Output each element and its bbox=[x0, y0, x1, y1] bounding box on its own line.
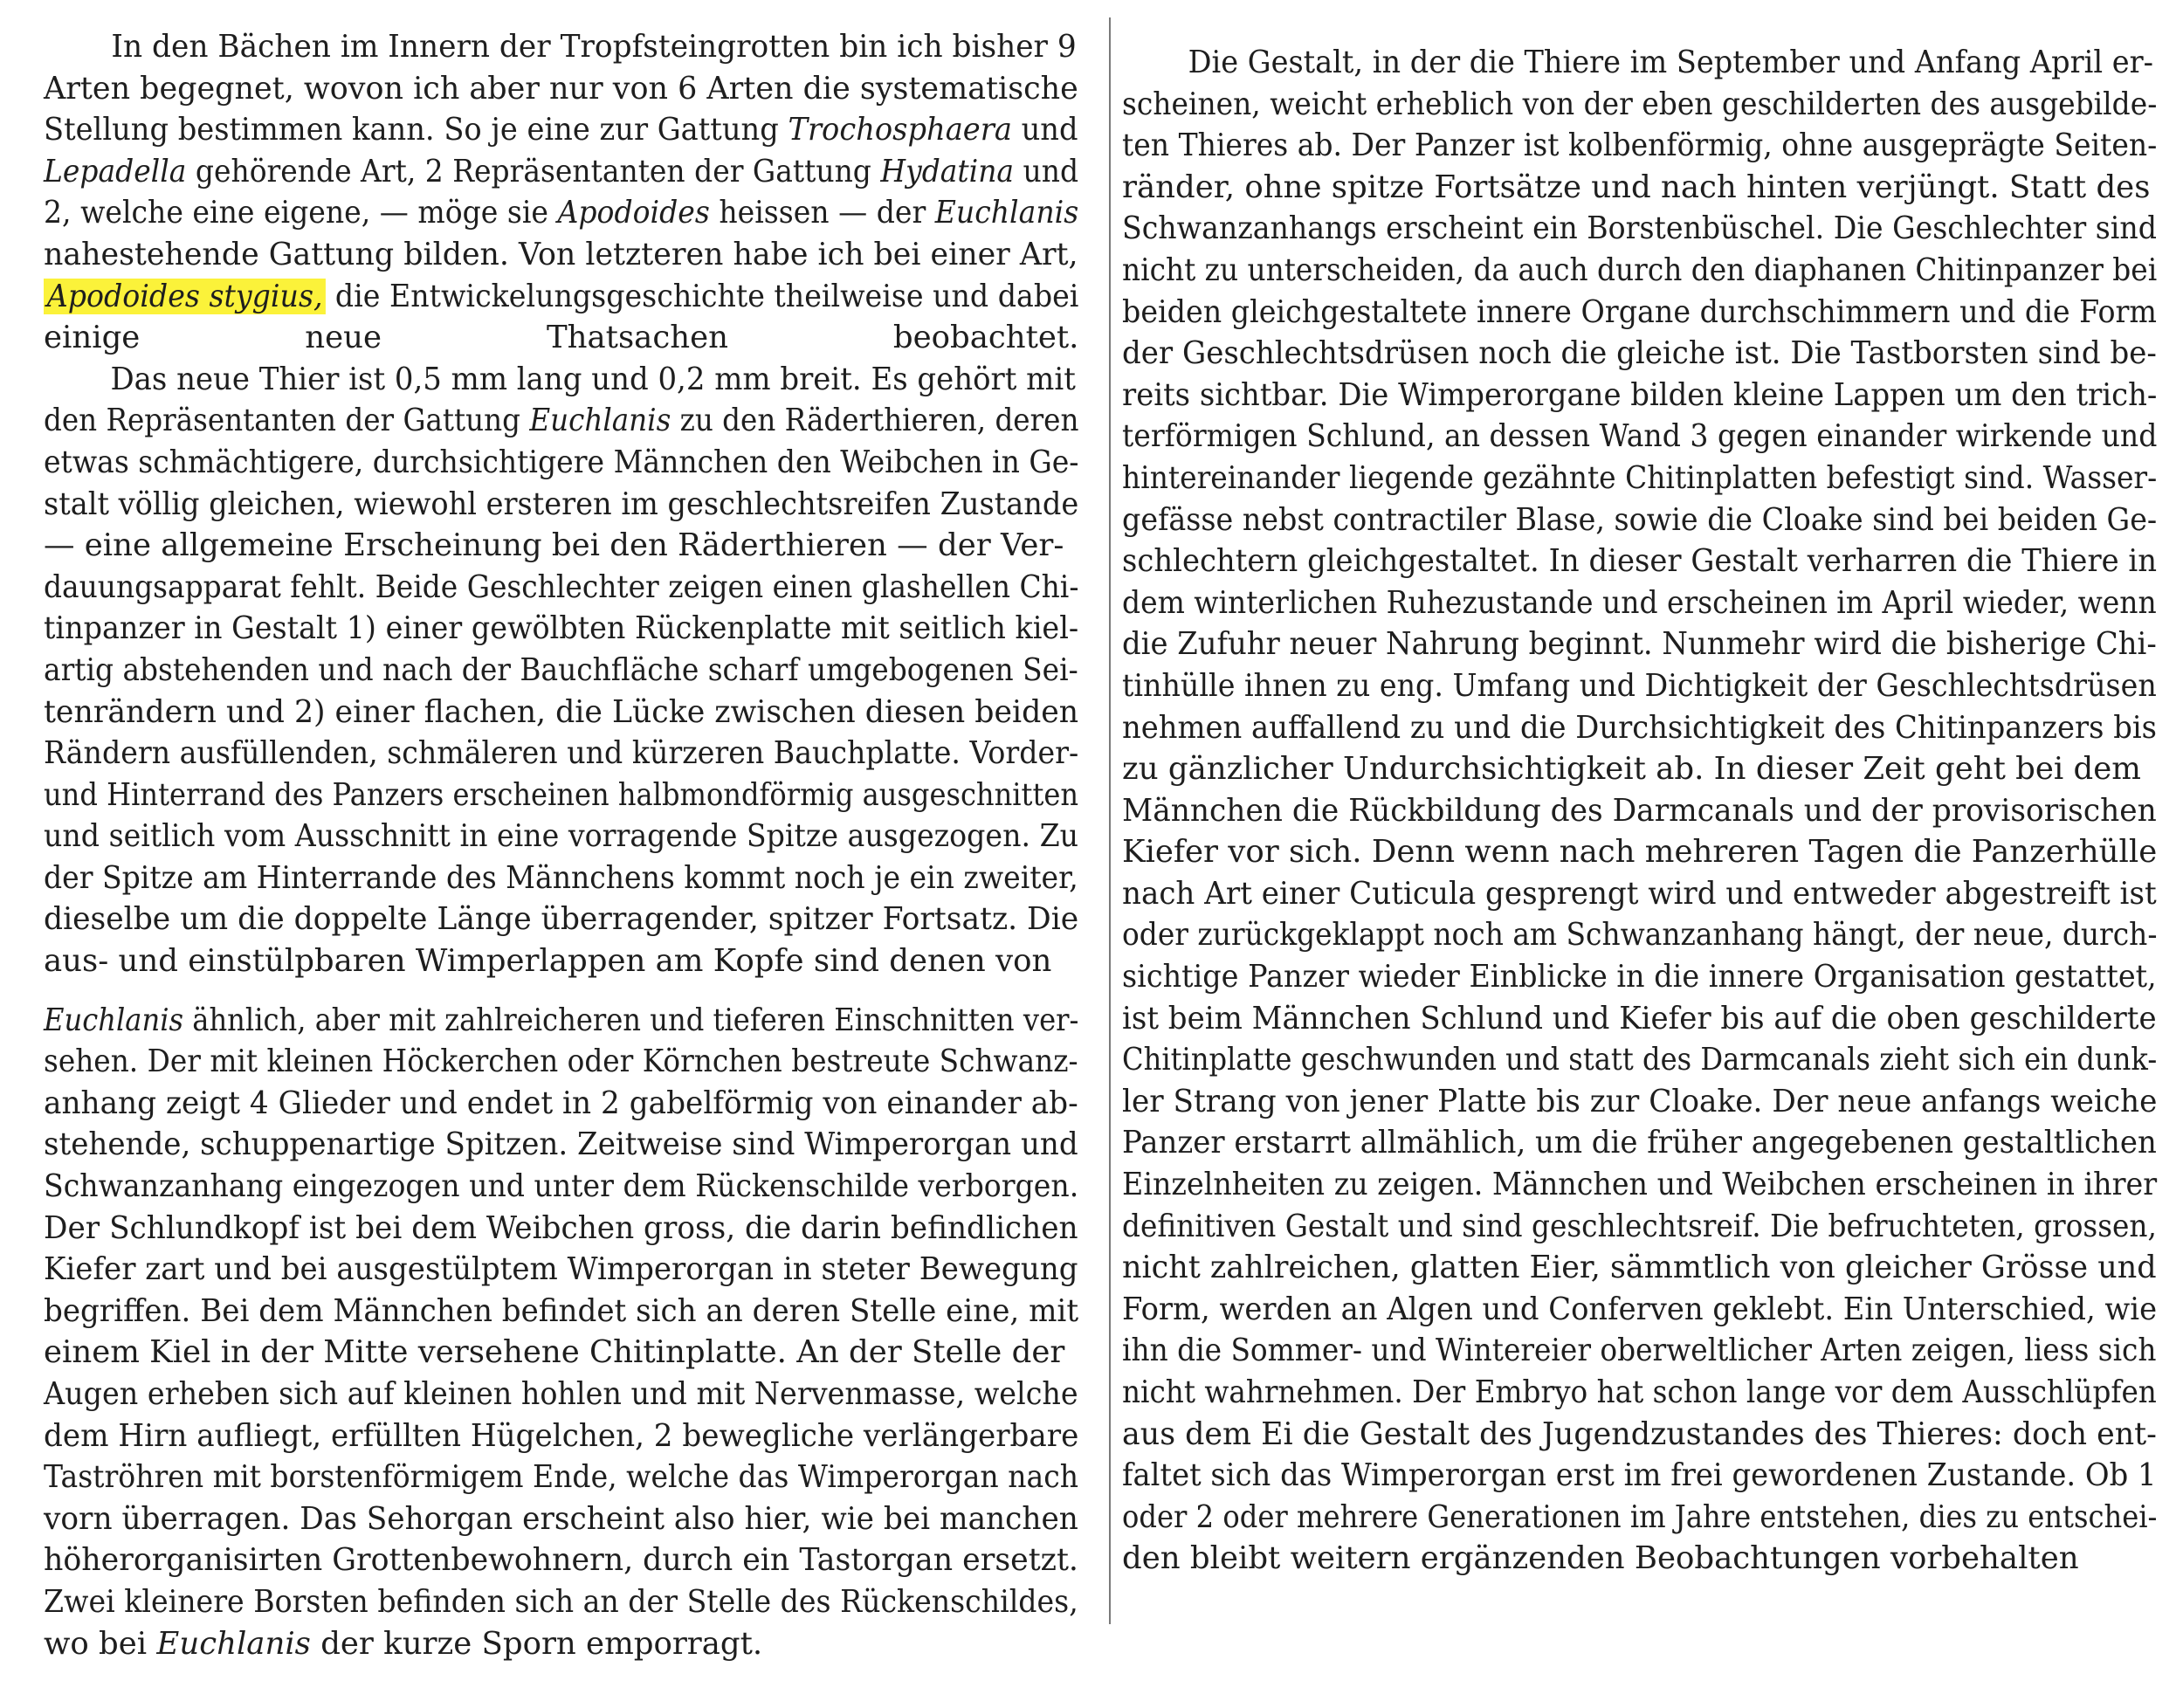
highlighted-species-name: Apodoides stygius, bbox=[44, 279, 326, 314]
text-line bbox=[44, 1498, 1078, 1540]
italic-taxon-name: Hydatina bbox=[880, 153, 1015, 189]
text-line bbox=[1122, 790, 2157, 832]
text-segment: 2, welche eine eigene, — möge sie bbox=[44, 195, 558, 231]
text-segment: ten Thieres ab. Der Panzer ist kolbenförmig, ohne ausgeprägte Seiten- bbox=[1122, 127, 2158, 164]
text-segment: sehen. Der mit kleinen Höckerchen oder Körnchen bestreute Schwanz- bbox=[44, 1043, 1078, 1080]
text-line bbox=[44, 192, 1079, 234]
text-line bbox=[44, 940, 1078, 982]
text-line bbox=[44, 775, 1079, 816]
column-divider bbox=[1109, 17, 1111, 1624]
text-line bbox=[44, 816, 1079, 857]
text-line bbox=[1122, 1081, 2158, 1123]
text-line bbox=[44, 1208, 1078, 1250]
text-segment: oder 2 oder mehrere Generationen im Jahre entstehen, dies zu entschei- bbox=[1122, 1498, 2158, 1535]
text-segment: zu den Räderthieren, deren bbox=[671, 403, 1079, 439]
text-segment: nicht wahrnehmen. Der Embryo hat schon lange vor dem Ausschlüpfen bbox=[1122, 1374, 2157, 1410]
text-segment: nach Art einer Cuticula gesprengt wird und entweder abgestreift ist bbox=[1122, 875, 2157, 912]
italic-taxon-name: Euchlanis bbox=[529, 403, 671, 439]
text-segment: und seitlich vom Ausschnitt in eine vorragende Spitze ausgezogen. Zu bbox=[44, 818, 1079, 855]
text-segment: tenrändern und 2) einer flachen, die Lücke zwischen diesen beiden bbox=[44, 693, 1079, 730]
italic-taxon-name: Euchlanis bbox=[934, 195, 1079, 231]
paragraph bbox=[44, 359, 1078, 982]
text-segment: höherorganisirten Grottenbewohnern, durch ein Tastorgan ersetzt. bbox=[44, 1542, 1078, 1579]
text-line bbox=[1122, 1039, 2158, 1081]
text-segment: Augen erheben sich auf kleinen hohlen und mit Nervenmasse, welche bbox=[44, 1376, 1078, 1412]
text-line bbox=[44, 151, 1079, 193]
text-line bbox=[44, 1291, 1079, 1333]
text-segment: nicht zu unterscheiden, da auch durch den diaphanen Chitinpanzer bei bbox=[1122, 251, 2158, 288]
italic-taxon-name: Lepadella bbox=[44, 153, 187, 189]
text-line bbox=[44, 899, 1079, 940]
text-segment: oder zurückgeklappt noch am Schwanzanhang hängt, der neue, durch- bbox=[1122, 917, 2158, 954]
text-line bbox=[1122, 1247, 2157, 1289]
text-line bbox=[44, 359, 1076, 401]
text-segment: hintereinander liegende gezähnte Chitinplatten befestigt sind. Wasser- bbox=[1122, 459, 2158, 496]
italic-taxon-name: Euchlanis bbox=[156, 1625, 311, 1662]
text-line bbox=[1122, 831, 2157, 873]
text-segment: den bleibt weitern ergänzenden Beobachtungen vorbehalten bbox=[1122, 1540, 2079, 1577]
text-line bbox=[1122, 1497, 2158, 1539]
paragraph bbox=[44, 1000, 1078, 1665]
text-segment: aus- und einstülpbaren Wimperlappen am Kopfe sind denen von bbox=[44, 943, 1052, 980]
text-segment: einige neue Thatsachen beobachtet. bbox=[44, 320, 1079, 356]
text-line bbox=[1122, 873, 2157, 915]
text-line bbox=[1122, 458, 2158, 499]
text-segment: stalt völlig gleichen, wiewohl ersteren im geschlechtsreifen Zustande bbox=[44, 486, 1079, 522]
text-line bbox=[1122, 292, 2158, 334]
text-line bbox=[44, 1000, 1079, 1042]
text-line bbox=[44, 1166, 1079, 1208]
text-line bbox=[1122, 208, 2158, 250]
text-segment: Der Schlundkopf ist bei dem Weibchen gross, die darin befindlichen bbox=[44, 1209, 1078, 1246]
text-line bbox=[44, 276, 1079, 318]
text-line bbox=[44, 1374, 1078, 1415]
text-line bbox=[44, 234, 1078, 276]
text-line bbox=[44, 567, 1079, 609]
text-line bbox=[44, 484, 1079, 526]
text-segment: gefässe nebst contractiler Blase, sowie die Cloake sind bei beiden Ge- bbox=[1122, 501, 2158, 538]
text-line bbox=[1122, 375, 2158, 417]
italic-taxon-name: Trochosphaera bbox=[788, 112, 1012, 148]
text-segment: etwas schmächtigere, durchsichtigere Männchen den Weibchen in Ge- bbox=[44, 444, 1079, 480]
text-segment: In den Bächen im Innern der Tropfsteingrotten bin ich bisher 9 bbox=[111, 29, 1077, 65]
text-segment: dauungsapparat fehlt. Beide Geschlechter zeigen einen glashellen Chi- bbox=[44, 568, 1079, 605]
text-segment: begriffen. Bei dem Männchen befindet sich an deren Stelle eine, mit bbox=[44, 1292, 1079, 1329]
text-line bbox=[1122, 1289, 2158, 1331]
text-line bbox=[44, 1539, 1078, 1581]
text-segment: stehende, schuppenartige Spitzen. Zeitweise sind Wimperorgan und bbox=[44, 1126, 1078, 1163]
text-segment: die Zufuhr neuer Nahrung beginnt. Nunmehr wird die bisherige Chi- bbox=[1122, 626, 2157, 663]
text-line bbox=[1122, 582, 2157, 624]
text-line bbox=[1122, 125, 2158, 167]
text-segment: gehörende Art, 2 Repräsentanten der Gattung bbox=[186, 153, 881, 189]
text-segment: Form, werden an Algen und Conferven geklebt. Ein Unterschied, wie bbox=[1122, 1291, 2158, 1327]
text-line bbox=[44, 1457, 1079, 1498]
text-segment: Schwanzanhangs erscheint ein Borstenbüschel. Die Geschlechter sind bbox=[1122, 210, 2158, 247]
text-segment: Taströhren mit borstenförmigem Ende, welche das Wimperorgan nach bbox=[44, 1459, 1079, 1496]
text-line bbox=[44, 317, 1078, 359]
text-line bbox=[1122, 1372, 2157, 1414]
text-segment: ihn die Sommer- und Wintereier oberweltlicher Arten zeigen, liess sich bbox=[1122, 1333, 2157, 1369]
text-segment: vorn überragen. Das Sehorgan erscheint also hier, wie bei manchen bbox=[44, 1500, 1078, 1537]
text-segment: ler Strang von jener Platte bis zur Cloake. Der neue anfangs weiche bbox=[1122, 1083, 2158, 1119]
text-segment: schlechtern gleichgestaltet. In dieser Gestalt verharren die Thiere in bbox=[1122, 543, 2158, 580]
text-segment: Panzer erstarrt allmählich, um die früher angegebenen gestaltlichen bbox=[1122, 1125, 2157, 1161]
text-line bbox=[44, 109, 1078, 151]
text-line bbox=[1122, 956, 2157, 998]
text-line bbox=[44, 68, 1078, 110]
text-line bbox=[44, 442, 1079, 484]
text-line bbox=[44, 1041, 1078, 1083]
text-line bbox=[1122, 42, 2154, 84]
text-segment: nahestehende Gattung bilden. Von letzteren habe ich bei einer Art, bbox=[44, 236, 1078, 272]
text-line bbox=[1122, 1538, 2157, 1580]
text-line bbox=[44, 1415, 1079, 1457]
text-segment: zu gänzlicher Undurchsichtigkeit ab. In dieser Zeit geht bei dem bbox=[1122, 751, 2141, 788]
text-segment: Männchen die Rückbildung des Darmcanals und der provisorischen bbox=[1122, 792, 2157, 829]
text-segment: Rändern ausfüllenden, schmäleren und kürzeren Bauchplatte. Vorder- bbox=[44, 735, 1079, 772]
text-line bbox=[1122, 1122, 2157, 1164]
text-segment: und Hinterrand des Panzers erscheinen halbmondförmig ausgeschnitten bbox=[44, 776, 1079, 813]
text-segment: und bbox=[1011, 112, 1078, 148]
text-line bbox=[1122, 499, 2158, 541]
text-line bbox=[44, 608, 1079, 650]
italic-taxon-name: Euchlanis bbox=[44, 1002, 184, 1038]
text-line bbox=[1122, 665, 2157, 707]
text-segment: beiden gleichgestaltete innere Organe durchschimmern und die Form bbox=[1122, 293, 2158, 330]
text-segment: scheinen, weicht erheblich von der eben geschilderten des ausgebilde- bbox=[1122, 86, 2158, 122]
column-break-gap bbox=[44, 982, 1078, 1000]
text-segment: reits sichtbar. Die Wimperorgane bilden kleine Lappen um den trich- bbox=[1122, 376, 2158, 413]
text-line bbox=[1122, 541, 2158, 582]
text-segment: und bbox=[1014, 153, 1079, 189]
paragraph bbox=[44, 26, 1078, 359]
text-line bbox=[44, 650, 1078, 692]
text-segment: — eine allgemeine Erscheinung bei den Räderthieren — der Ver- bbox=[44, 527, 1064, 564]
text-segment: die Entwickelungsgeschichte theilweise und dabei bbox=[326, 278, 1079, 314]
text-line bbox=[1122, 250, 2158, 292]
text-segment: dem winterlichen Ruhezustande und erscheinen im April wieder, wenn bbox=[1122, 584, 2157, 621]
text-segment: Zwei kleinere Borsten befinden sich an der Stelle des Rückenschildes, bbox=[44, 1583, 1078, 1620]
text-segment: nehmen auffallend zu und die Durchsichtigkeit des Chitinpanzers bis bbox=[1122, 709, 2157, 746]
text-line bbox=[1122, 914, 2158, 956]
text-line bbox=[44, 26, 1077, 68]
text-line bbox=[1122, 748, 2157, 790]
text-segment: aus dem Ei die Gestalt des Jugendzustandes des Thieres: doch ent- bbox=[1122, 1415, 2157, 1452]
text-segment: den Repräsentanten der Gattung bbox=[44, 403, 530, 439]
text-segment: terförmigen Schlund, an dessen Wand 3 gegen einander wirkende und bbox=[1122, 418, 2158, 455]
text-segment: Kiefer zart und bei ausgestülptem Wimperorgan in steter Bewegung bbox=[44, 1251, 1078, 1288]
text-line bbox=[44, 857, 1078, 899]
text-line bbox=[1122, 1164, 2158, 1206]
text-segment: Arten begegnet, wovon ich aber nur von 6 Arten die systematische bbox=[44, 70, 1078, 107]
text-segment: sichtige Panzer wieder Einblicke in die innere Organisation gestattet, bbox=[1122, 959, 2157, 995]
text-segment: der Spitze am Hinterrande des Männchens kommt noch je ein zweiter, bbox=[44, 859, 1078, 896]
text-segment: definitiven Gestalt und sind geschlechtsreif. Die befruchteten, grossen, bbox=[1122, 1208, 2157, 1244]
text-segment: heissen — der bbox=[709, 195, 935, 231]
text-line bbox=[44, 733, 1079, 775]
text-line bbox=[1122, 1414, 2157, 1456]
text-line bbox=[1122, 998, 2157, 1040]
text-line bbox=[1122, 84, 2158, 126]
right-text-column bbox=[1122, 42, 2157, 1580]
text-line bbox=[44, 400, 1079, 442]
text-line bbox=[1122, 416, 2158, 458]
italic-taxon-name: Apodoides bbox=[557, 195, 710, 231]
text-line bbox=[1122, 1330, 2157, 1372]
paragraph bbox=[1122, 42, 2157, 1580]
left-text-column bbox=[44, 26, 1078, 1664]
text-segment: anhang zeigt 4 Glieder und endet in 2 gabelförmig von einander ab- bbox=[44, 1085, 1078, 1121]
text-segment: der Geschlechtsdrüsen noch die gleiche ist. Die Tastborsten sind be- bbox=[1122, 335, 2157, 372]
text-segment: Kiefer vor sich. Denn wenn nach mehreren Tagen die Panzerhülle bbox=[1122, 834, 2158, 871]
text-line bbox=[44, 1249, 1078, 1291]
text-segment: nicht zahlreichen, glatten Eier, sämmtlich von gleicher Grösse und bbox=[1122, 1250, 2157, 1286]
text-segment: dem Hirn aufliegt, erfüllten Hügelchen, 2 bewegliche verlängerbare bbox=[44, 1417, 1079, 1454]
text-line bbox=[1122, 707, 2157, 749]
text-segment: ähnlich, aber mit zahlreicheren und tieferen Einschnitten ver- bbox=[183, 1002, 1079, 1038]
text-segment: Einzelnheiten zu zeigen. Männchen und Weibchen erscheinen in ihrer bbox=[1122, 1167, 2158, 1203]
text-segment: tinpanzer in Gestalt 1) einer gewölbten Rückenplatte mit seitlich kiel- bbox=[44, 610, 1079, 647]
text-segment: Das neue Thier ist 0,5 mm lang und 0,2 mm breit. Es gehört mit bbox=[110, 361, 1076, 397]
text-line bbox=[1122, 623, 2157, 665]
text-line bbox=[44, 1623, 1078, 1665]
text-segment: ist beim Männchen Schlund und Kiefer bis auf die oben geschilderte bbox=[1122, 1000, 2157, 1037]
text-segment: tinhülle ihnen zu eng. Umfang und Dichtigkeit der Geschlechtsdrüsen bbox=[1122, 667, 2157, 704]
text-line bbox=[44, 1332, 1078, 1374]
text-segment: faltet sich das Wimperorgan erst im frei gewordenen Zustande. Ob 1 bbox=[1122, 1457, 2157, 1494]
text-segment: artig abstehenden und nach der Bauchfläche scharf umgebogenen Sei- bbox=[44, 651, 1078, 688]
text-line bbox=[44, 692, 1079, 733]
text-line bbox=[44, 1083, 1078, 1125]
text-line bbox=[1122, 333, 2157, 375]
text-line bbox=[1122, 1206, 2157, 1248]
text-segment: dieselbe um die doppelte Länge überragender, spitzer Fortsatz. Die bbox=[44, 901, 1079, 938]
text-line bbox=[1122, 1455, 2157, 1497]
text-segment: wo bei bbox=[44, 1625, 157, 1662]
text-segment: Chitinplatte geschwunden und statt des Darmcanals zieht sich ein dunk- bbox=[1122, 1042, 2158, 1078]
text-segment: der kurze Sporn emporragt. bbox=[310, 1625, 763, 1662]
text-segment: Die Gestalt, in der die Thiere im September und Anfang April er- bbox=[1188, 45, 2154, 80]
text-line bbox=[44, 1124, 1078, 1166]
text-segment: Stellung bestimmen kann. So je eine zur Gattung bbox=[44, 112, 788, 148]
text-line bbox=[44, 1581, 1078, 1623]
text-segment: einem Kiel in der Mitte versehene Chitinplatte. An der Stelle der bbox=[44, 1334, 1065, 1371]
text-segment: Schwanzanhang eingezogen und unter dem Rückenschilde verborgen. bbox=[44, 1168, 1079, 1205]
text-line bbox=[44, 525, 1078, 567]
text-segment: ränder, ohne spitze Fortsätze und nach hinten verjüngt. Statt des bbox=[1122, 169, 2151, 205]
text-line bbox=[1122, 167, 2157, 209]
